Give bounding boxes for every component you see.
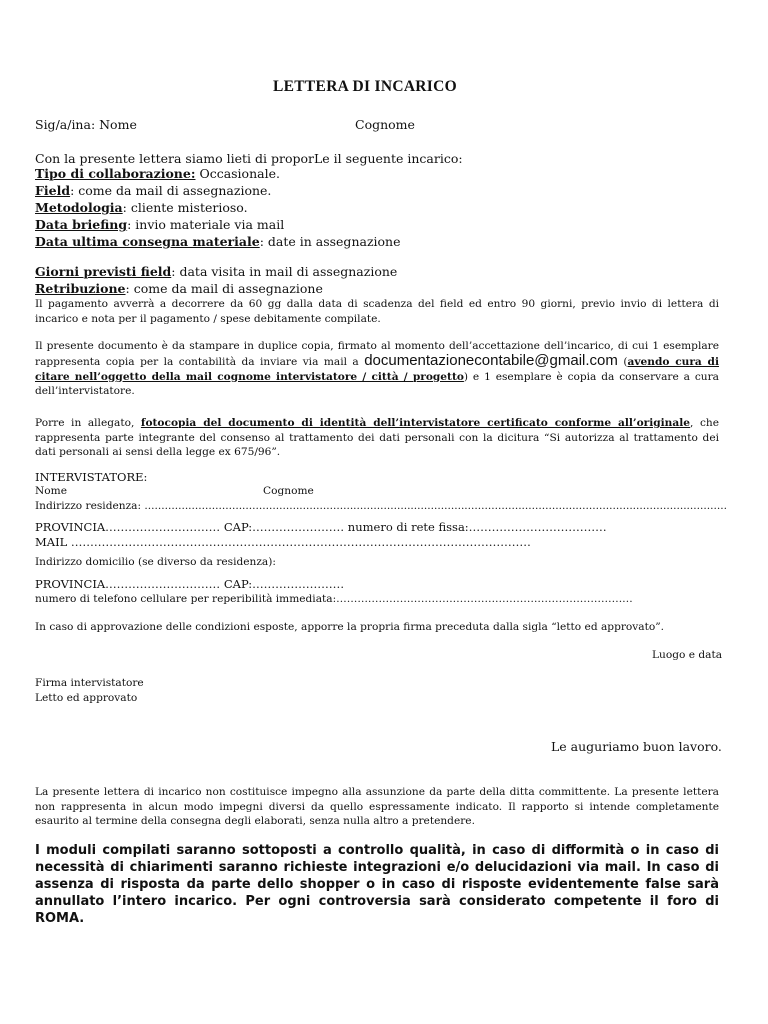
intro-text: Con la presente lettera siamo lieti di proporLe il seguente incarico: (35, 151, 463, 166)
field-payment (35, 281, 323, 296)
field-label: Giorni previsti field (35, 264, 172, 279)
field-value: : date in assegnazione (259, 234, 401, 249)
field-days (35, 264, 397, 279)
document-title: LETTERA DI INCARICO (273, 78, 457, 95)
interviewer-name-label: Nome (35, 485, 67, 497)
attachment-bold: fotocopia del documento di identità dell’intervistatore certificato conforme all’originale (140, 417, 691, 429)
mobile-field: numero di telefono cellulare per reperibilità immediata:………………………………………………………………………… (35, 593, 633, 605)
field-label: Tipo di collaborazione: (35, 166, 196, 181)
place-date-label: Luogo e data (652, 649, 723, 661)
attachment-paragraph (35, 416, 719, 460)
field-field (35, 183, 271, 198)
field-value: : invio materiale via mail (127, 217, 285, 232)
field-label: Field (35, 183, 71, 198)
field-label: Metodologia (35, 200, 123, 215)
signature-label: Firma intervistatore (35, 677, 144, 689)
salutation-surname: Cognome (355, 117, 415, 132)
field-methodology (35, 200, 248, 215)
field-value: : data visita in mail di assegnazione (171, 264, 398, 279)
salutation-name: Sig/a/ina: Nome (35, 117, 137, 132)
field-value: : cliente misterioso. (122, 200, 248, 215)
copies-text: Il presente documento è da stampare in duplice copia, firmato al momento dell’accettazione dell’incarico, di cui 1 esemplare rappresenta copia per la contabilità da inviare via mail a (35, 340, 719, 368)
copies-text: ) e 1 esemplare è copia da conservare a cura dell’intervistatore. (35, 370, 719, 398)
provincia-cap-field-2: PROVINCIA………………………… CAP:…………………… (35, 577, 345, 591)
field-briefing (35, 217, 284, 232)
copies-paragraph (35, 339, 719, 399)
quality-paragraph: I moduli compilati saranno sottoposti a controllo qualità, in caso di difformità o in caso di necessità di chiarimenti saranno richieste integrazioni e/o delucidazioni via mail. In caso di assenza di risposta da parte dello shopper o in caso di risposte evidentemente false sarà annullato l’intero incarico. Per ogni controversia sarà considerato competente il foro di ROMA. (35, 843, 719, 926)
field-label: Retribuzione (35, 281, 126, 296)
interviewer-surname-label: Cognome (263, 485, 314, 497)
mail-field: MAIL ………………………………………………………………………………………………………… (35, 535, 531, 549)
field-value: Occasionale. (195, 166, 280, 181)
copies-text: ( (617, 355, 628, 368)
attachment-text: , che rappresenta parte integrante del consenso al trattamento dei dati personali con la dicitura “Si autorizza al trattamento dei dati personali ai sensi della legge ex 675/96”. (35, 417, 720, 459)
field-label: Data ultima consegna materiale (35, 234, 260, 249)
accounting-email[interactable]: documentazionecontabile@gmail.com (364, 351, 618, 369)
subject-note: avendo cura di citare nell’oggetto della mail cognome intervistatore / città / progetto (35, 355, 719, 383)
attachment-text: Porre in allegato, (35, 417, 141, 429)
field-value: : come da mail di assegnazione. (70, 183, 272, 198)
field-collaboration (35, 166, 280, 181)
disclaimer-paragraph: La presente lettera di incarico non costituisce impegno alla assunzione da parte della ditta committente. La presente lettera non rappresenta in alcun modo impegni diversi da quello espressamente indicato. Il rapporto si intende completamente esaurito al termine della consegna degli elaborati, senza nulla altro a pretendere. (35, 786, 719, 828)
domicile-label: Indirizzo domicilio (se diverso da residenza): (35, 556, 276, 568)
interviewer-heading: INTERVISTATORE: (35, 470, 148, 484)
payment-paragraph: Il pagamento avverrà a decorrere da 60 gg dalla data di scadenza del field ed entro 90 giorni, previo invio di lettera di incarico e nota per il pagamento / spese debitamente compilate. (35, 298, 719, 325)
field-last-delivery (35, 234, 401, 249)
field-value: : come da mail di assegnazione (125, 281, 323, 296)
approved-label: Letto ed approvato (35, 692, 138, 704)
provincia-cap-phone-field: PROVINCIA………………………… CAP:…………………… numero di rete fissa:……………………………… (35, 520, 607, 534)
field-label: Data briefing (35, 217, 128, 232)
residence-field: Indirizzo residenza: ............................................................................................................................................................................. (35, 500, 727, 512)
closing-text: Le auguriamo buon lavoro. (551, 739, 722, 754)
approval-text: In caso di approvazione delle condizioni esposte, apporre la propria firma preceduta dalla sigla “letto ed approvato”. (35, 621, 665, 633)
